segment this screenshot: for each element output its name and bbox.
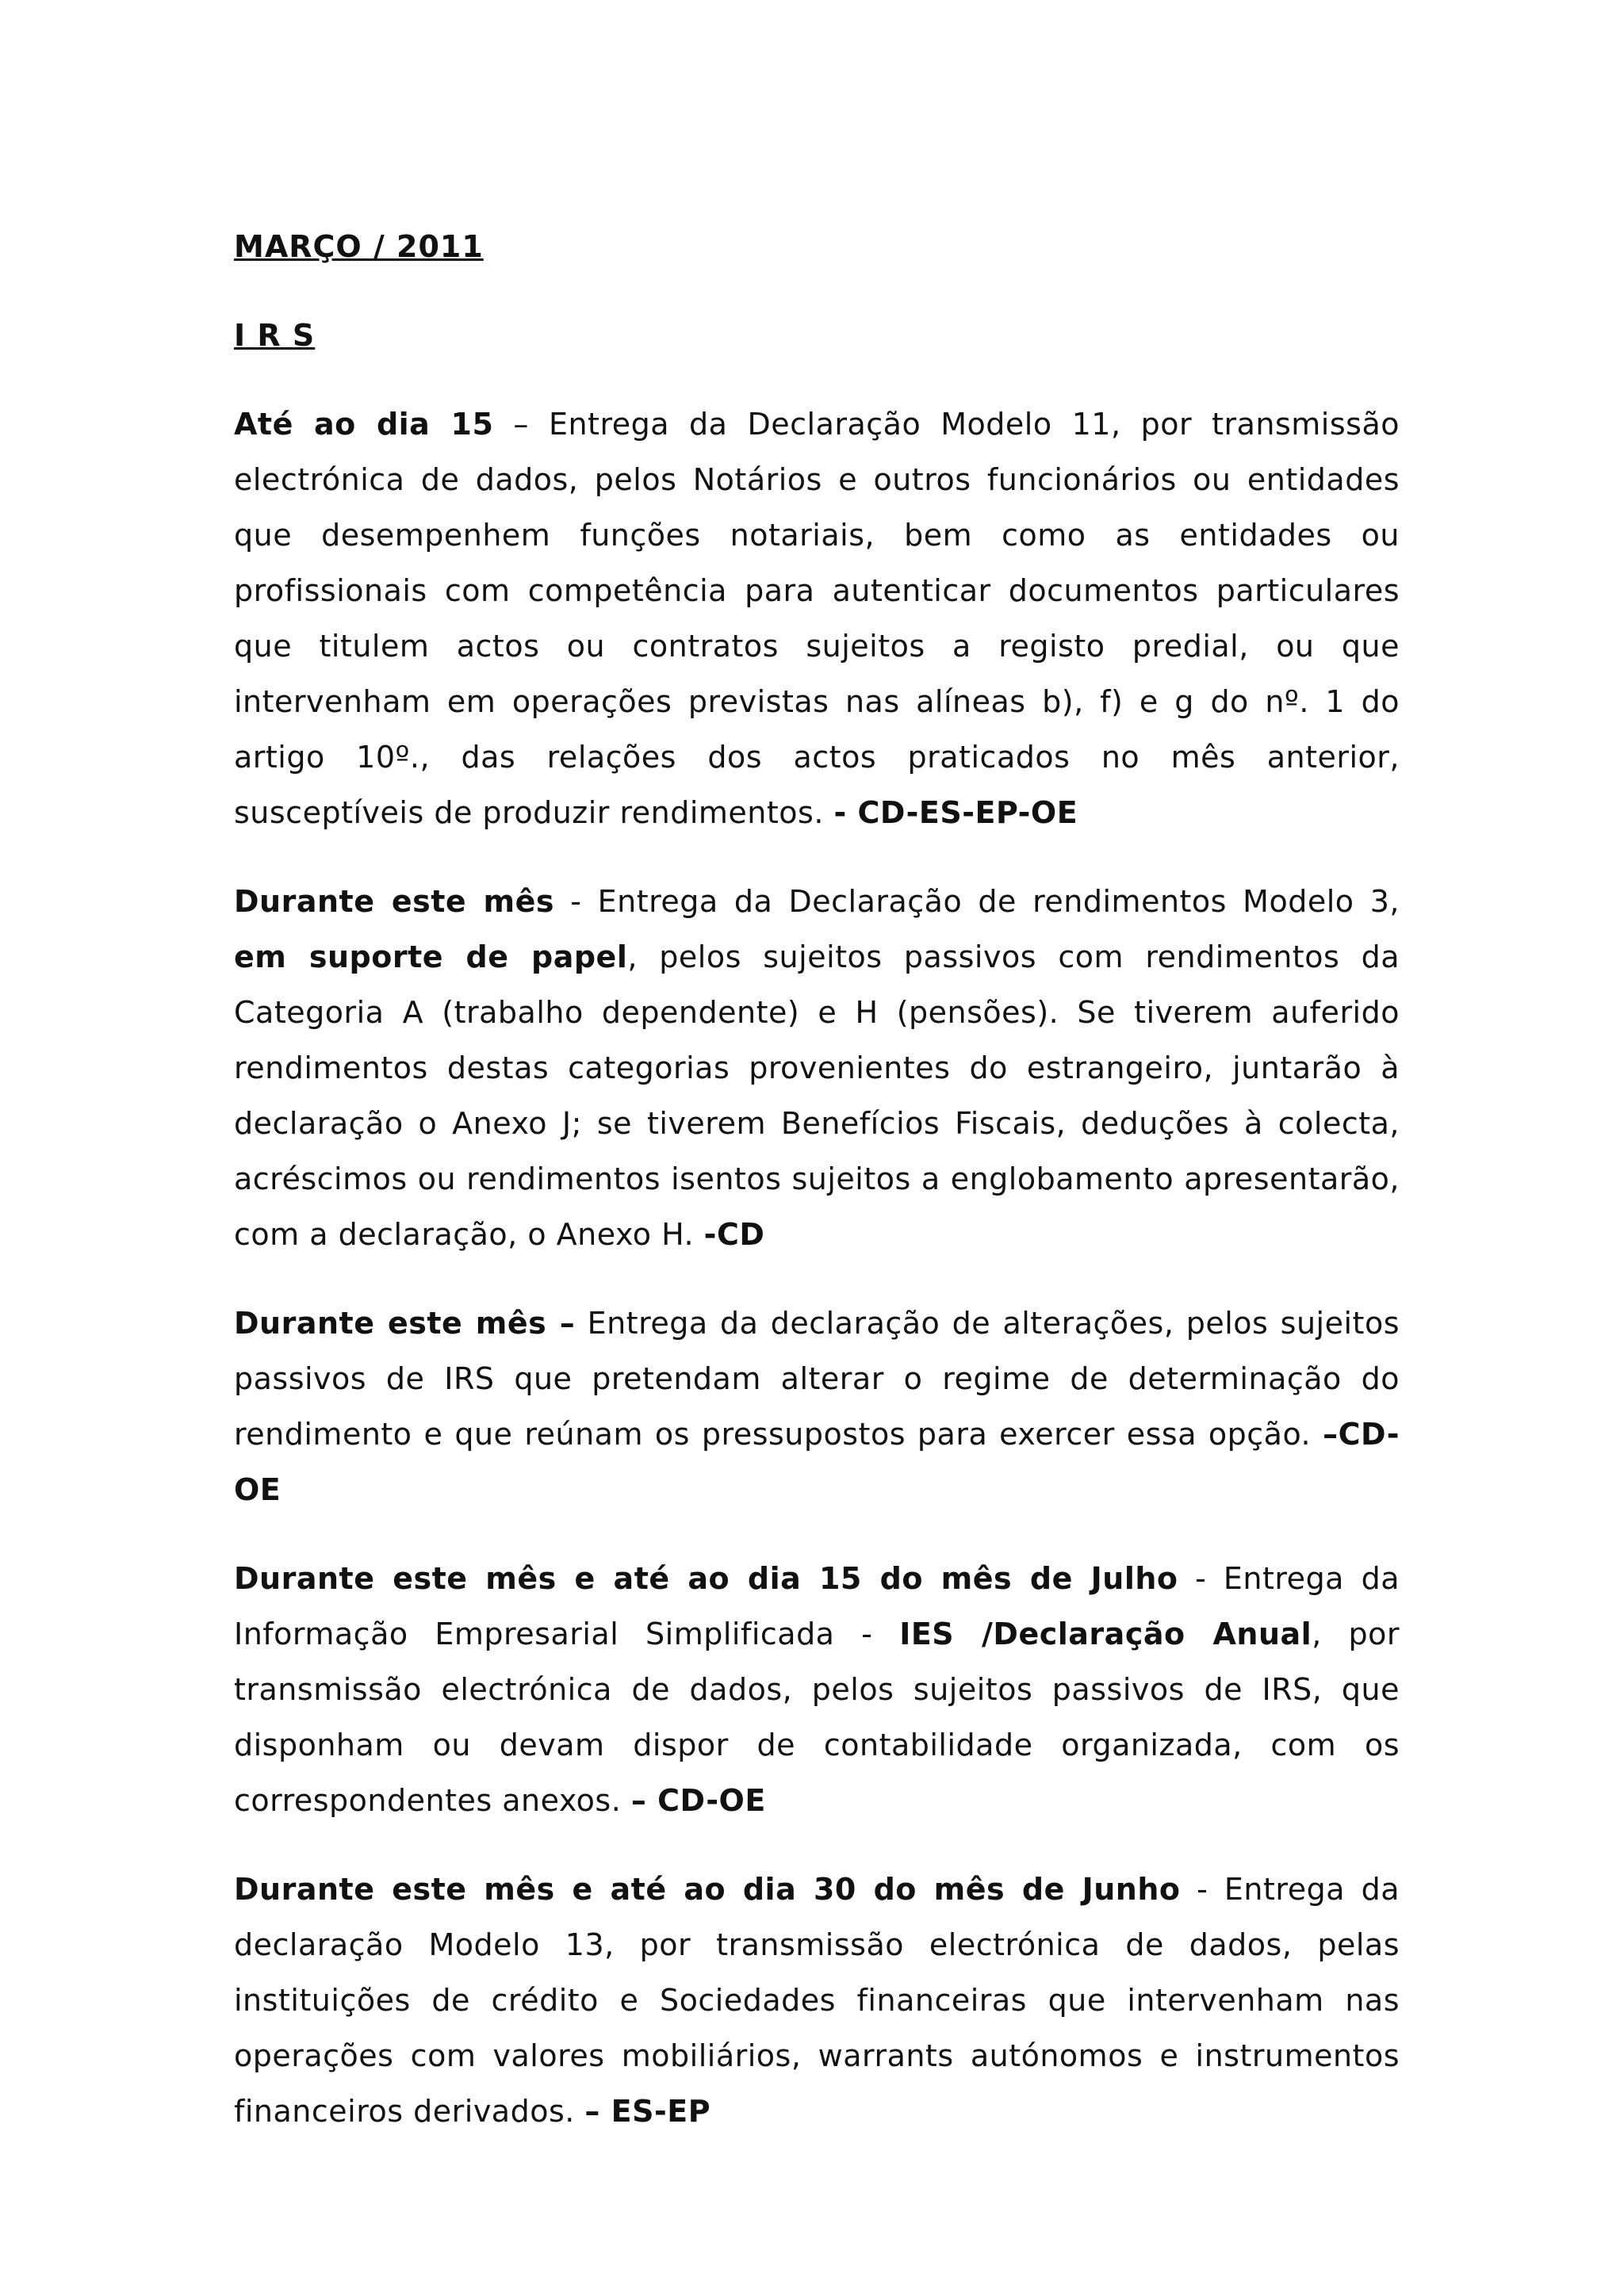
paragraph-text: Entrega da declaração de alterações, pelos sujeitos passivos de IRS que pretendam alterar o regime de determinação do rendimento e que reúnam os pressupostos para exercer essa opção. <box>234 1306 1400 1452</box>
paragraph-emphasis: em suporte de papel <box>234 939 628 974</box>
paragraph-lead: Durante este mês <box>234 884 554 919</box>
document-page <box>234 219 1400 2172</box>
paragraph-tag: – CD-OE <box>630 1783 766 1818</box>
paragraph-emphasis: IES /Declaração Anual <box>899 1617 1312 1651</box>
paragraph-modelo-11 <box>234 396 1400 840</box>
paragraph-tag: – ES-EP <box>584 2094 711 2129</box>
paragraph-text: , pelos sujeitos passivos com rendimentos da Categoria A (trabalho dependente) e H (pensões). Se tiverem auferido rendimentos destas categorias provenientes do estrangeiro, juntarão à declaração o Anexo J; se tiverem Benefícios Fiscais, deduções à colecta, acréscimos ou rendimentos isentos sujeitos a englobamento apresentarão, com a declaração, o Anexo H. <box>234 939 1400 1252</box>
paragraph-tag: -CD <box>703 1217 765 1252</box>
paragraph-ies <box>234 1551 1400 1828</box>
paragraph-tag: –CD-OE <box>234 1417 1400 1507</box>
paragraph-lead: Durante este mês e até ao dia 30 do mês de Junho <box>234 1872 1181 1907</box>
paragraph-declaracao-alteracoes <box>234 1295 1400 1517</box>
paragraph-lead: Até ao dia 15 <box>234 407 494 442</box>
paragraph-text: , por transmissão electrónica de dados, pelos sujeitos passivos de IRS, que disponham ou devam dispor de contabilidade organizada, com os correspondentes anexos. <box>234 1617 1400 1818</box>
paragraph-text: - Entrega da declaração Modelo 13, por transmissão electrónica de dados, pelas instituições de crédito e Sociedades financeiras que intervenham nas operações com valores mobiliários, warrants autónomos e instrumentos financeiros derivados. <box>234 1872 1400 2129</box>
paragraph-text: – Entrega da Declaração Modelo 11, por transmissão electrónica de dados, pelos Notários e outros funcionários ou entidades que desempenhem funções notariais, bem como as entidades ou profissionais com competência para autenticar documentos particulares que titulem actos ou contratos sujeitos a registo predial, ou que intervenham em operações previstas nas alíneas b), f) e g do nº. 1 do artigo 10º., das relações dos actos praticados no mês anterior, susceptíveis de produzir rendimentos. <box>234 407 1400 830</box>
paragraph-text: - Entrega da Informação Empresarial Simplificada - <box>234 1561 1400 1651</box>
section-heading-irs: I R S <box>234 318 316 353</box>
document-title: MARÇO / 2011 <box>234 229 484 264</box>
paragraph-lead: Durante este mês – <box>234 1306 576 1341</box>
paragraph-modelo-3 <box>234 874 1400 1262</box>
paragraph-text: - Entrega da Declaração de rendimentos Modelo 3, <box>554 884 1400 919</box>
paragraph-lead: Durante este mês e até ao dia 15 do mês de Julho <box>234 1561 1178 1596</box>
paragraph-tag: - CD-ES-EP-OE <box>833 795 1078 830</box>
paragraph-modelo-13 <box>234 1862 1400 2139</box>
